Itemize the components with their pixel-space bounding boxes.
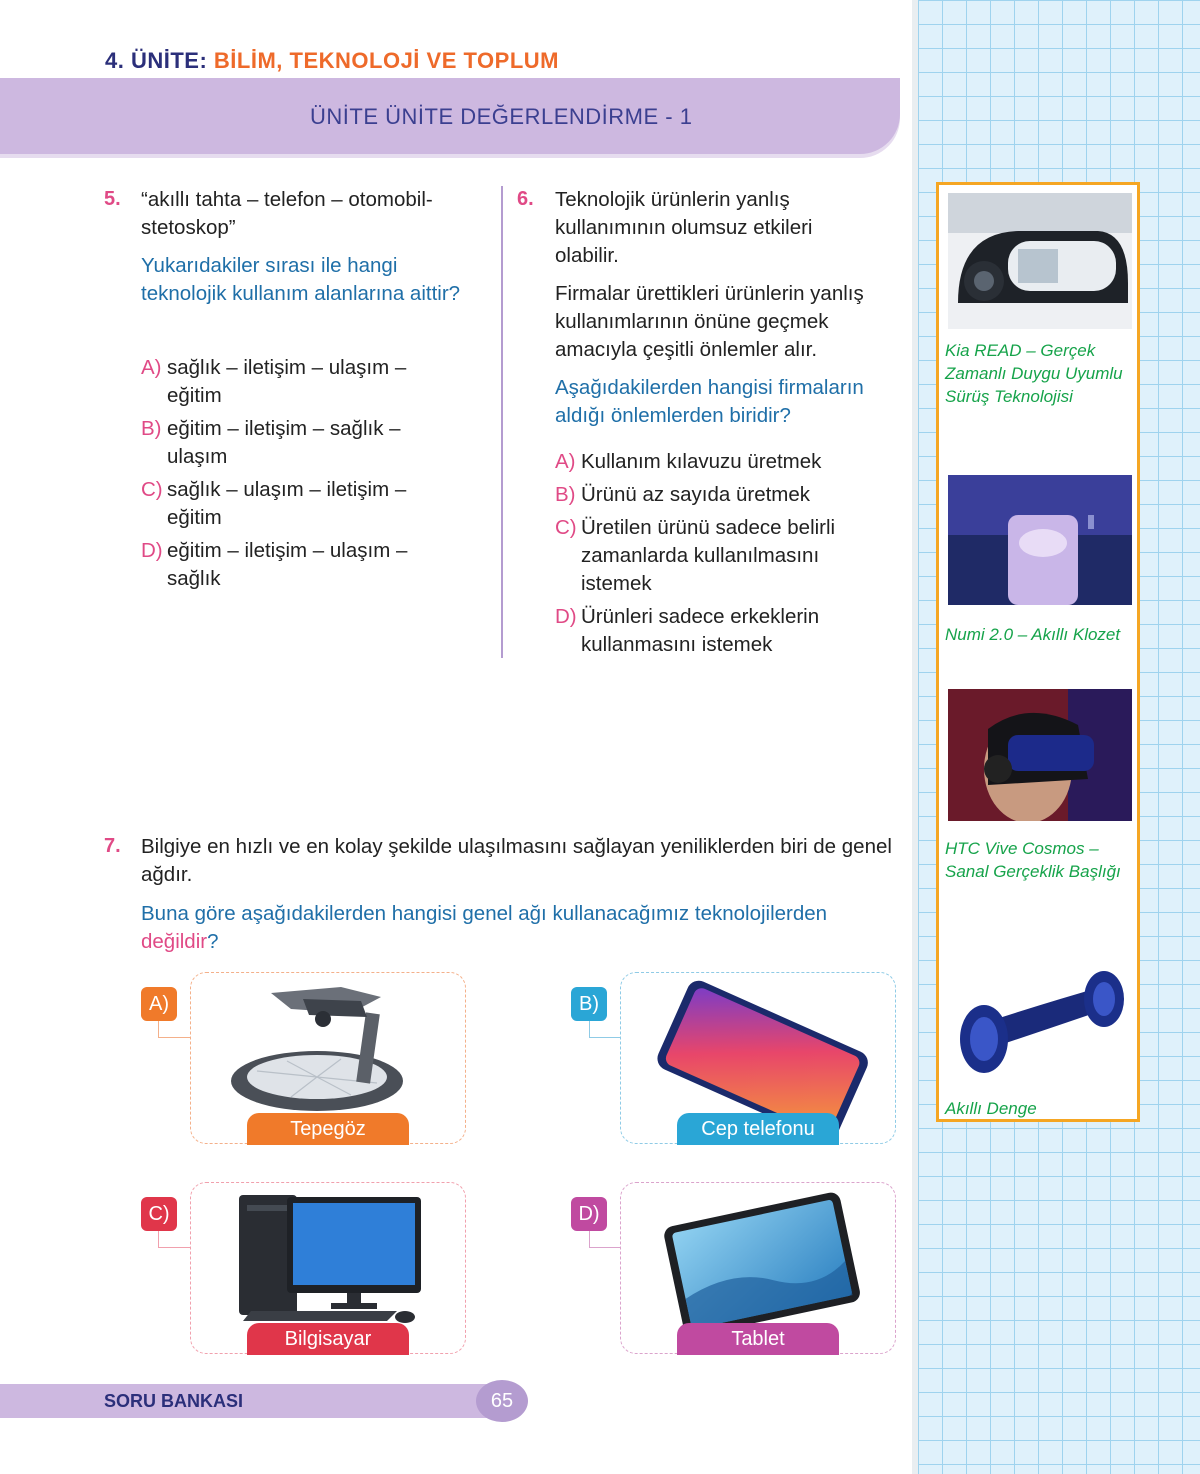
page-number: 65 — [476, 1380, 528, 1422]
q5-text: “akıllı tahta – telefon – otomobil-stetoskop” — [141, 188, 433, 239]
option-letter: D) — [555, 605, 577, 628]
connector-line — [589, 1228, 621, 1248]
q7-option-c-card[interactable] — [190, 1182, 466, 1354]
hoverboard-image — [948, 965, 1132, 1095]
option-text: Üretilen ürünü sadece belirli zamanlarda kullanılmasını istemek — [581, 516, 836, 595]
q7-option-c-letter: C) — [141, 1197, 177, 1231]
unit-title — [105, 48, 559, 74]
option-text: eğitim – iletişim – sağlık – ulaşım — [167, 417, 401, 468]
option-letter: B) — [555, 483, 576, 506]
side-caption-4: Akıllı Denge — [945, 1099, 1037, 1118]
connector-line — [589, 1018, 621, 1038]
q6-number: 6. — [517, 188, 534, 210]
q5-question: Yukarıdakiler sırası ile hangi teknolojik kullanım alanlarına aittir? — [141, 254, 461, 305]
q7-option-a-card[interactable] — [190, 972, 466, 1144]
q7-number: 7. — [104, 835, 121, 857]
q5-option-d[interactable] — [141, 537, 447, 593]
footer-bar — [0, 1384, 510, 1418]
option-letter: C) — [555, 516, 577, 539]
q7-option-b-letter: B) — [571, 987, 607, 1021]
column-divider — [501, 186, 503, 658]
option-caption: Cep telefonu — [677, 1113, 839, 1145]
q7-text: Bilgiye en hızlı ve en kolay şekilde ulaşılmasını sağlayan yeniliklerden biri de genel ağdır. — [141, 835, 892, 886]
option-caption: Tablet — [677, 1323, 839, 1355]
option-text: Ürünleri sadece erkeklerin kullanmasını istemek — [581, 605, 820, 656]
q7-option-d-letter: D) — [571, 1197, 607, 1231]
q6-text-1: Teknolojik ürünlerin yanlış kullanımının olumsuz etkileri olabilir. — [555, 188, 813, 267]
footer-label: SORU BANKASI — [104, 1391, 244, 1411]
option-caption: Tepegöz — [247, 1113, 409, 1145]
q7-option-b-card[interactable] — [620, 972, 896, 1144]
side-caption-2: Numi 2.0 – Akıllı Klozet — [945, 625, 1121, 644]
q7-question — [141, 900, 906, 956]
banner-title: ÜNİTE ÜNİTE DEĞERLENDİRME - 1 — [310, 104, 693, 129]
option-text: eğitim – iletişim – ulaşım – sağlık — [167, 539, 408, 590]
q6-option-d[interactable] — [555, 603, 881, 659]
option-letter: B) — [141, 417, 162, 440]
q5-number: 5. — [104, 188, 121, 210]
option-caption: Bilgisayar — [247, 1323, 409, 1355]
q7-question-negation: değildir — [141, 930, 208, 953]
q5-option-a[interactable] — [141, 354, 447, 410]
option-text: Kullanım kılavuzu üretmek — [581, 450, 822, 473]
q7-option-a-letter: A) — [141, 987, 177, 1021]
q6-option-c[interactable] — [555, 514, 881, 598]
q7-question-end: ? — [207, 930, 219, 953]
option-text: sağlık – iletişim – ulaşım – eğitim — [167, 356, 407, 407]
q6-option-a[interactable] — [555, 448, 881, 476]
option-text: Ürünü az sayıda üretmek — [581, 483, 811, 506]
option-text: sağlık – ulaşım – iletişim – eğitim — [167, 478, 407, 529]
unit-number: 4. ÜNİTE: — [105, 48, 208, 73]
q6-text-2: Firmalar ürettikleri ürünlerin yanlış kullanımlarının önüne geçmek amacıyla çeşitli önlemler alır. — [555, 282, 864, 361]
option-letter: A) — [555, 450, 576, 473]
side-caption-3: HTC Vive Cosmos – Sanal Gerçeklik Başlığı — [945, 839, 1121, 881]
q5-option-c[interactable] — [141, 476, 447, 532]
q6-option-b[interactable] — [555, 481, 881, 509]
q7-option-d-card[interactable] — [620, 1182, 896, 1354]
option-letter: D) — [141, 539, 163, 562]
option-letter: A) — [141, 356, 162, 379]
option-letter: C) — [141, 478, 163, 501]
kia-read-image — [948, 193, 1132, 329]
connector-line — [158, 1228, 190, 1248]
side-info-panel — [936, 182, 1140, 1122]
connector-line — [158, 1018, 190, 1038]
q6-question: Aşağıdakilerden hangisi firmaların aldığı önlemlerden biridir? — [555, 376, 864, 427]
smart-toilet-image — [948, 475, 1132, 605]
unit-name: BİLİM, TEKNOLOJİ VE TOPLUM — [213, 48, 559, 73]
q5-option-b[interactable] — [141, 415, 447, 471]
side-caption-1: Kia READ – Gerçek Zamanlı Duygu Uyumlu Sürüş Teknolojisi — [945, 341, 1123, 406]
q7-question-main: Buna göre aşağıdakilerden hangisi genel ağı kullanacağımız teknolojilerden — [141, 902, 828, 925]
vr-headset-image — [948, 689, 1132, 821]
